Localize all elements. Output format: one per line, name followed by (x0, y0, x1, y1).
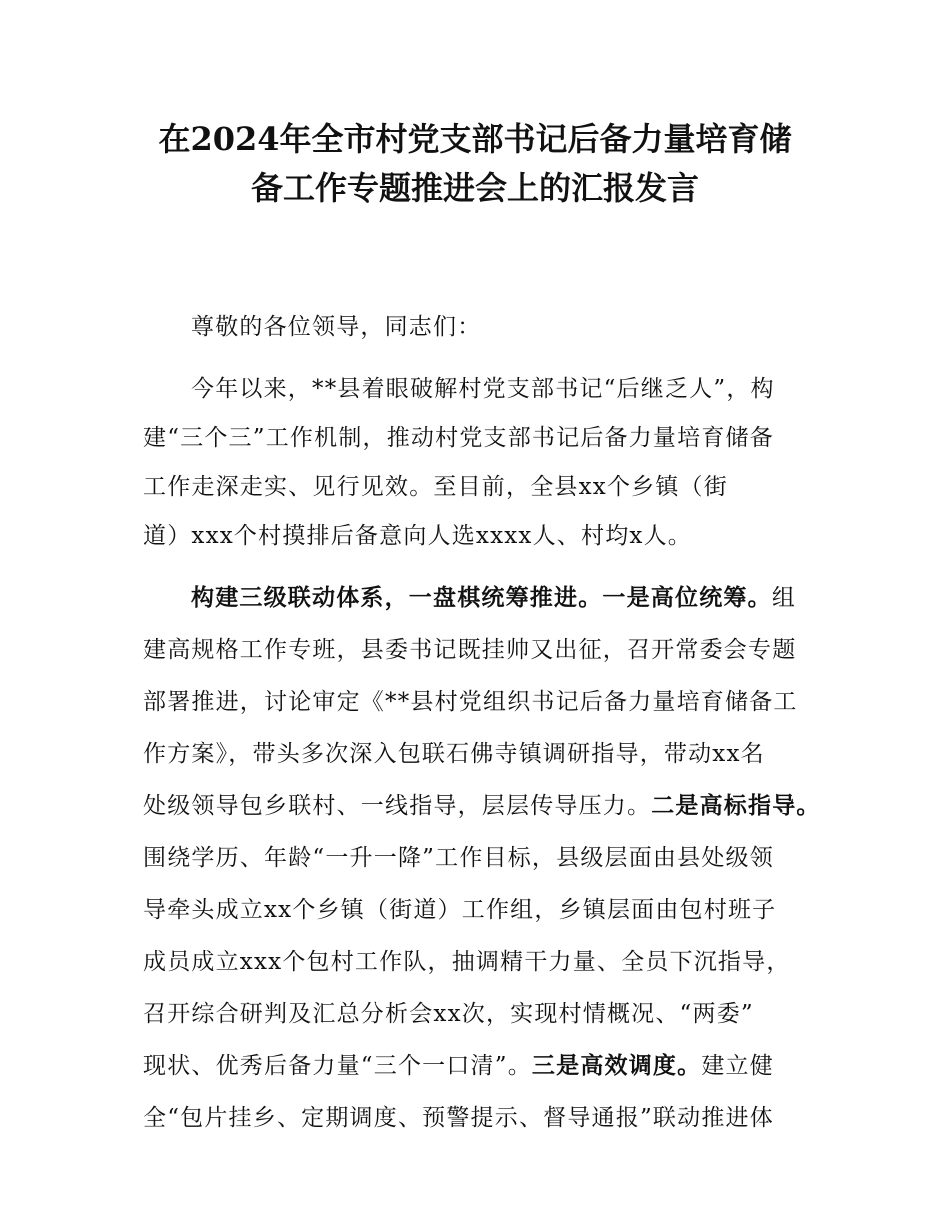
body-text: 建立健 (701, 1053, 774, 1079)
section-line (143, 788, 821, 824)
section-line: 围绕学历、年龄“一升一降”工作目标，县级层面由县处级领 (143, 845, 774, 871)
intro-line: 道）xxx个村摸排后备意向人选xxxx人、村均x人。 (143, 523, 692, 549)
point-label: 三是高效调度。 (531, 1053, 702, 1079)
salutation: 尊敬的各位领导，同志们： (191, 314, 482, 340)
section-line: 导牵头成立xx个乡镇（街道）工作组，乡镇层面由包村班子 (143, 897, 777, 923)
section-line: 作方案》，带头多次深入包联石佛寺镇调研指导，带动xx名 (143, 741, 765, 767)
section-line: 全“包片挂乡、定期调度、预警提示、督导通报”联动推进体 (143, 1105, 774, 1131)
intro-line: 今年以来，**县着眼破解村党支部书记“后继乏人”，构 (191, 376, 775, 402)
section-line (191, 580, 796, 616)
document-title-line-1: 在2024年全市村党支部书记后备力量培育储 (158, 120, 792, 158)
intro-line: 工作走深走实、见行见效。至目前，全县xx个乡镇（街 (143, 474, 728, 500)
body-text: 组 (771, 585, 797, 611)
body-text: 现状、优秀后备力量“三个一口清”。 (143, 1053, 532, 1079)
section-line: 建高规格工作专班，县委书记既挂帅又出征，召开常委会专题 (143, 637, 797, 663)
section-line: 成员成立xxx个包村工作队，抽调精干力量、全员下沉指导， (143, 949, 791, 975)
document-title-line-2: 备工作专题推进会上的汇报发言 (250, 169, 699, 207)
section-line: 召开综合研判及汇总分析会xx次，实现村情概况、“两委” (143, 1001, 754, 1027)
point-label: 二是高标指导。 (651, 793, 821, 819)
section-line: 部署推进，讨论审定《**县村党组织书记后备力量培育储备工 (143, 689, 798, 715)
intro-line: 建“三个三”工作机制，推动村党支部书记后备力量培育储备 (143, 425, 774, 451)
section-line (143, 1048, 774, 1084)
body-text: 处级领导包乡联村、一线指导，层层传导压力。 (143, 793, 652, 819)
point-label: 一是高位统筹。 (602, 585, 772, 611)
section-heading: 构建三级联动体系，一盘棋统筹推进。 (191, 585, 603, 611)
